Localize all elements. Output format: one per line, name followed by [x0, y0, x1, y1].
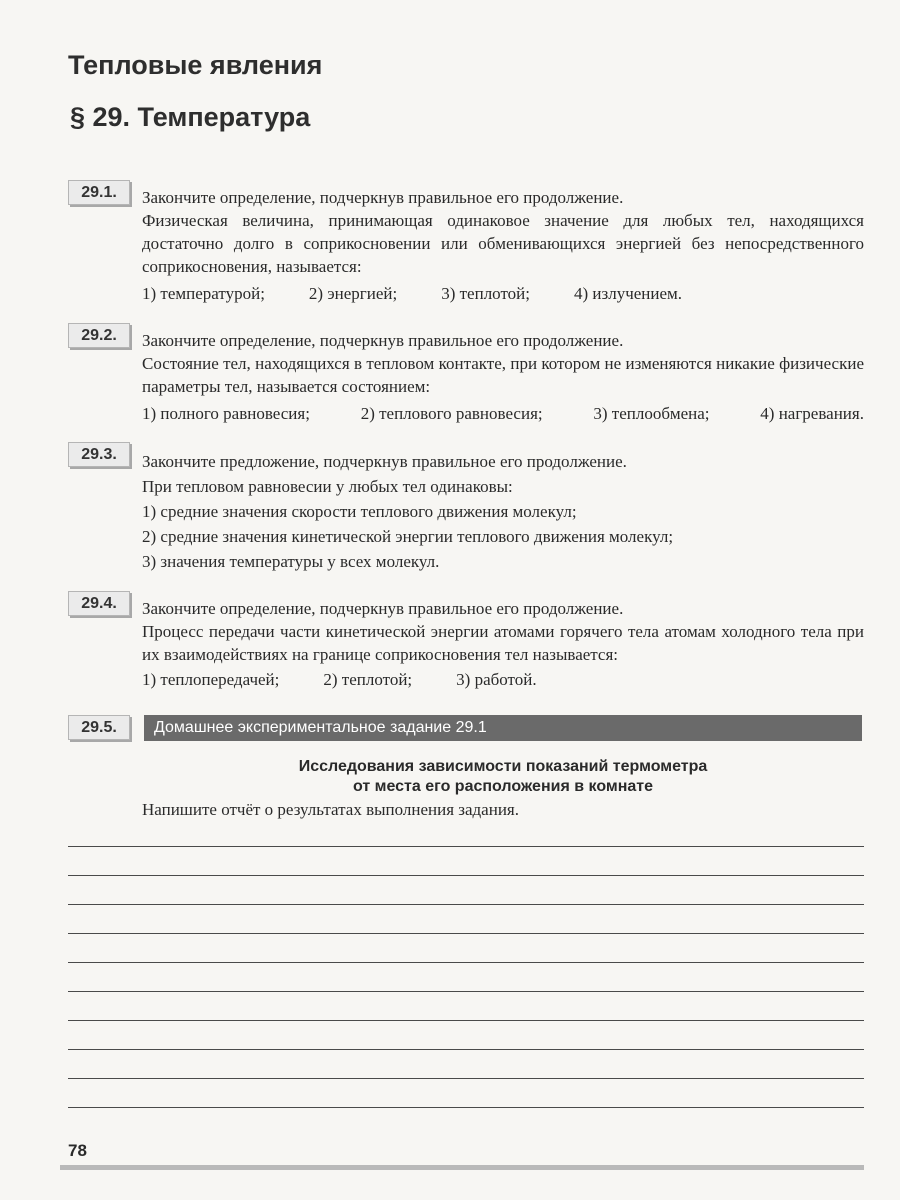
task-number-badge: 29.5.	[68, 715, 130, 740]
answer-option-3[interactable]: 3) значения температуры у всех молекул.	[142, 552, 440, 571]
answer-option-2[interactable]: 2) энергией;	[308, 284, 398, 303]
footer-divider	[60, 1165, 864, 1170]
task-29-2	[68, 323, 864, 425]
homework-title-line-1: Исследования зависимости показаний термометра	[298, 758, 708, 775]
page-number: 78	[68, 1141, 87, 1160]
task-instruction: Закончите определение, подчеркнув правильное его продолжение.	[142, 331, 624, 350]
answer-option-1[interactable]: 1) теплопередачей;	[142, 670, 280, 689]
answer-options	[142, 500, 864, 573]
task-number-badge: 29.2.	[68, 323, 130, 348]
task-text: При тепловом равновесии у любых тел одинаковы:	[142, 477, 513, 496]
answer-options	[142, 282, 864, 305]
homework-label-bar: Домашнее экспериментальное задание 29.1	[144, 715, 862, 741]
task-number-badge: 29.4.	[68, 591, 130, 616]
homework-instruction: Напишите отчёт о результатах выполнения задания.	[142, 800, 519, 819]
homework-title-line-2: от места его расположения в комнате	[352, 778, 654, 795]
writing-line[interactable]	[68, 1021, 864, 1050]
section-title: § 29. Температура	[70, 102, 311, 132]
writing-line[interactable]	[68, 992, 864, 1021]
task-instruction: Закончите определение, подчеркнув правильное его продолжение.	[142, 599, 624, 618]
answer-option-2[interactable]: 2) средние значения кинетической энергии теплового движения молекул;	[142, 527, 674, 546]
writing-line[interactable]	[68, 905, 864, 934]
answer-option-1[interactable]: 1) температурой;	[142, 284, 265, 303]
task-instruction: Закончите определение, подчеркнув правильное его продолжение.	[142, 188, 624, 207]
writing-line[interactable]	[68, 1050, 864, 1079]
answer-options	[142, 402, 864, 425]
answer-option-3[interactable]: 3) теплотой;	[441, 284, 530, 303]
answer-option-2[interactable]: 2) теплового равновесия;	[360, 404, 543, 423]
answer-writing-lines[interactable]	[68, 846, 864, 1108]
chapter-title: Тепловые явления	[68, 50, 323, 80]
task-text: Процесс передачи части кинетической энергии атомами горячего тела атомам холодного тела при их взаимодействиях на границе соприкосновения тел называется:	[142, 622, 864, 664]
task-text: Физическая величина, принимающая одинаковое значение для любых тел, находящихся достаточно долго в соприкосновении или обменивающихся энергией без непосредственного соприкосновения, называется:	[142, 211, 864, 276]
task-29-4	[68, 591, 864, 691]
task-29-3	[68, 442, 864, 573]
writing-line[interactable]	[68, 1079, 864, 1108]
task-29-1	[68, 180, 864, 305]
answer-options	[142, 668, 864, 691]
answer-option-1[interactable]: 1) полного равновесия;	[142, 404, 310, 423]
answer-option-4[interactable]: 4) нагревания.	[760, 404, 864, 423]
writing-line[interactable]	[68, 876, 864, 905]
answer-option-3[interactable]: 3) работой.	[456, 670, 537, 689]
task-number-badge: 29.3.	[68, 442, 130, 467]
homework-title	[144, 757, 862, 797]
task-number-badge: 29.1.	[68, 180, 130, 205]
task-text: Состояние тел, находящихся в тепловом контакте, при котором не изменяются никакие физические параметры тел, называется состоянием:	[142, 354, 864, 396]
writing-line[interactable]	[68, 963, 864, 992]
writing-line[interactable]	[68, 847, 864, 876]
task-instruction: Закончите предложение, подчеркнув правильное его продолжение.	[142, 452, 627, 471]
answer-option-1[interactable]: 1) средние значения скорости теплового движения молекул;	[142, 502, 577, 521]
answer-option-3[interactable]: 3) теплообмена;	[593, 404, 710, 423]
answer-option-2[interactable]: 2) теплотой;	[323, 670, 413, 689]
answer-option-4[interactable]: 4) излучением.	[574, 284, 683, 303]
writing-line[interactable]	[68, 934, 864, 963]
